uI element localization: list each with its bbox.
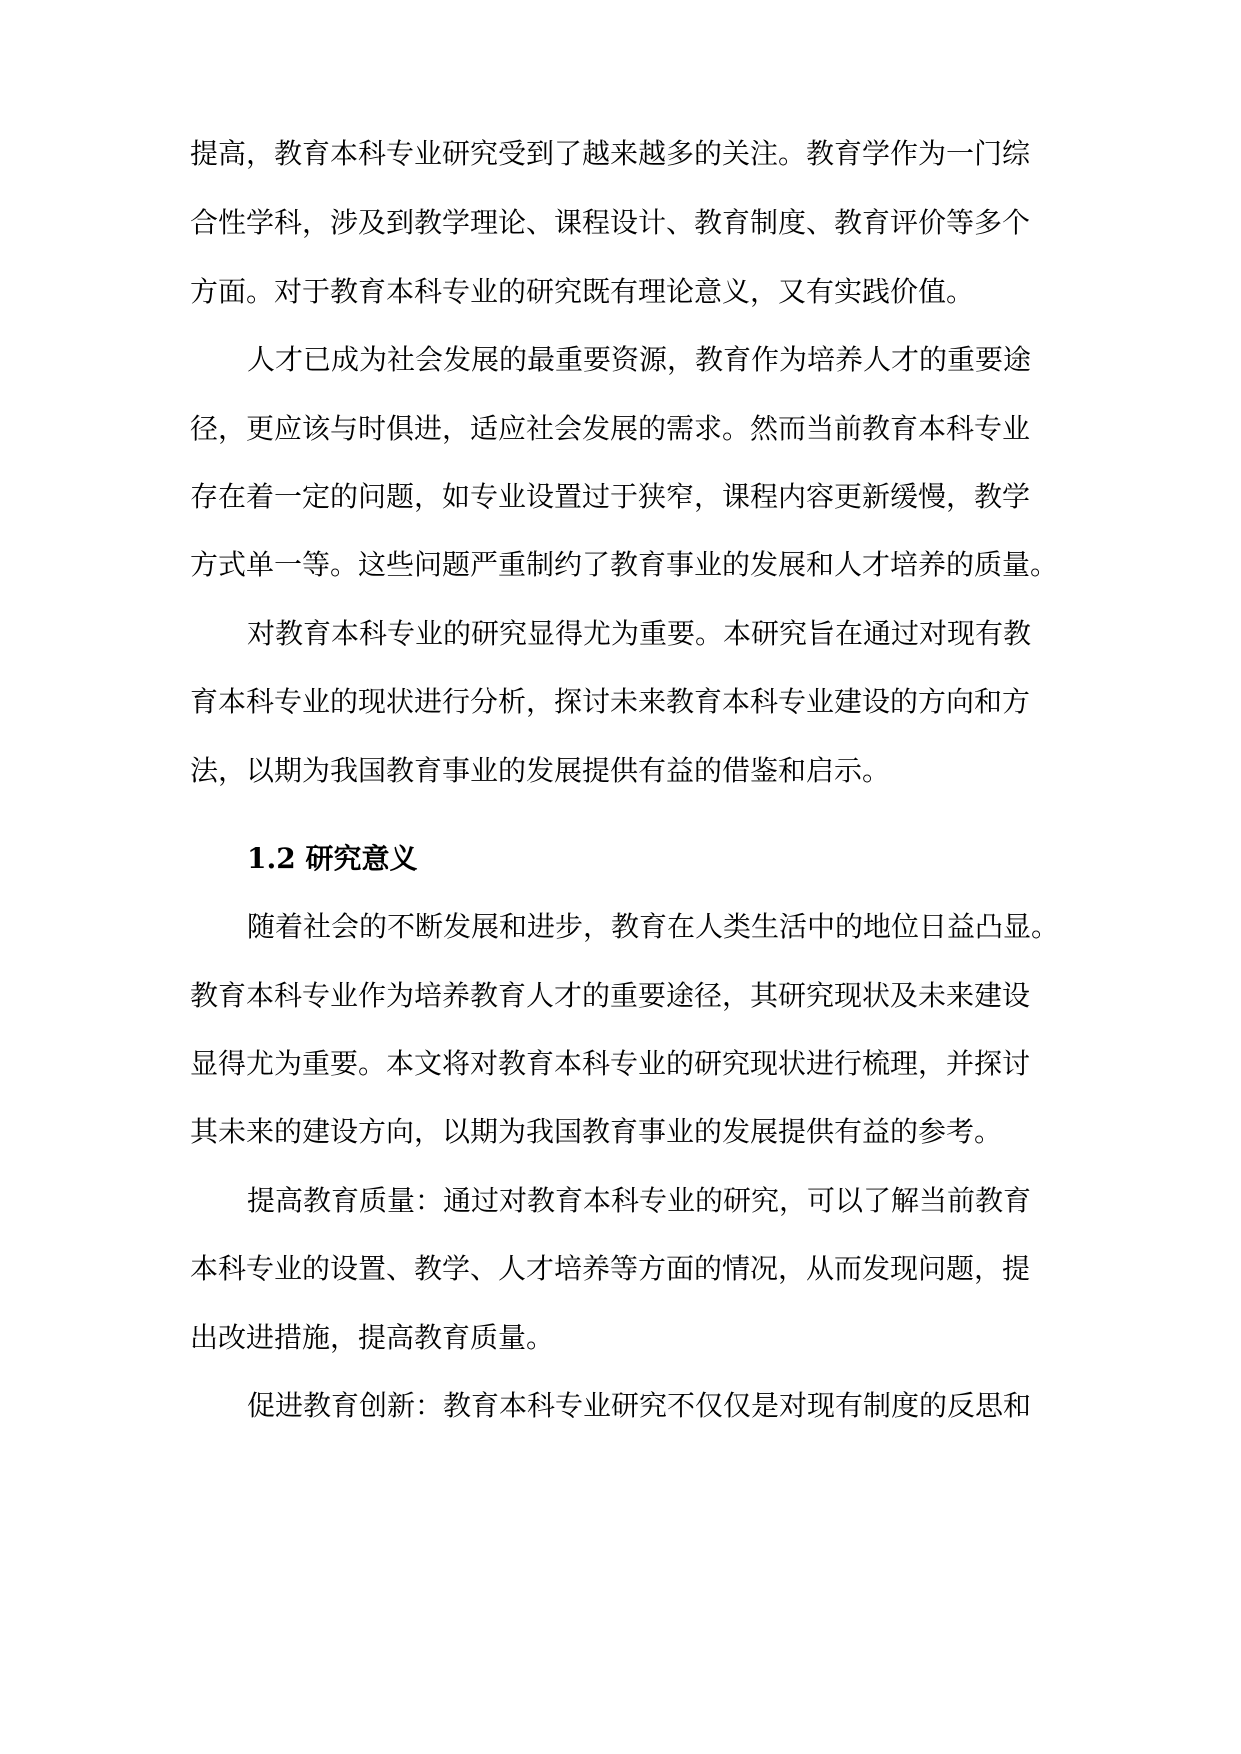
section-paragraph-1-line-2: 教育本科专业作为培养教育人才的重要途径，其研究现状及未来建设 — [190, 979, 1031, 1012]
paragraph-2-line-4: 方式单一等。这些问题严重制约了教育事业的发展和人才培养的质量。 — [190, 548, 1059, 581]
paragraph-2-line-1: 人才已成为社会发展的最重要资源，教育作为培养人才的重要途 — [247, 343, 1032, 376]
paragraph-3-line-3: 法，以期为我国教育事业的发展提供有益的借鉴和启示。 — [190, 754, 891, 787]
paragraph-3-line-2: 育本科专业的现状进行分析，探讨未来教育本科专业建设的方向和方 — [190, 685, 1031, 718]
section-heading: 1.2 研究意义 — [247, 842, 418, 875]
paragraph-2-line-2: 径，更应该与时俱进，适应社会发展的需求。然而当前教育本科专业 — [190, 412, 1031, 445]
paragraph-3-line-1: 对教育本科专业的研究显得尤为重要。本研究旨在通过对现有教 — [247, 617, 1032, 650]
section-paragraph-1-line-3: 显得尤为重要。本文将对教育本科专业的研究现状进行梳理，并探讨 — [190, 1047, 1031, 1080]
section-paragraph-2-line-1: 提高教育质量：通过对教育本科专业的研究，可以了解当前教育 — [247, 1184, 1032, 1217]
section-paragraph-3-line-1: 促进教育创新：教育本科专业研究不仅仅是对现有制度的反思和 — [247, 1389, 1032, 1422]
section-paragraph-1-line-4: 其未来的建设方向，以期为我国教育事业的发展提供有益的参考。 — [190, 1115, 1003, 1148]
paragraph-1-line-2: 合性学科，涉及到教学理论、课程设计、教育制度、教育评价等多个 — [190, 206, 1031, 239]
section-paragraph-2-line-2: 本科专业的设置、教学、人才培养等方面的情况，从而发现问题，提 — [190, 1252, 1031, 1285]
section-paragraph-1-line-1: 随着社会的不断发展和进步，教育在人类生活中的地位日益凸显。 — [247, 910, 1060, 943]
paragraph-1-line-1: 提高，教育本科专业研究受到了越来越多的关注。教育学作为一门综 — [190, 137, 1031, 170]
paragraph-1-line-3: 方面。对于教育本科专业的研究既有理论意义，又有实践价值。 — [190, 275, 975, 308]
paragraph-2-line-3: 存在着一定的问题，如专业设置过于狭窄，课程内容更新缓慢，教学 — [190, 480, 1031, 513]
section-paragraph-2-line-3: 出改进措施，提高教育质量。 — [190, 1321, 555, 1354]
